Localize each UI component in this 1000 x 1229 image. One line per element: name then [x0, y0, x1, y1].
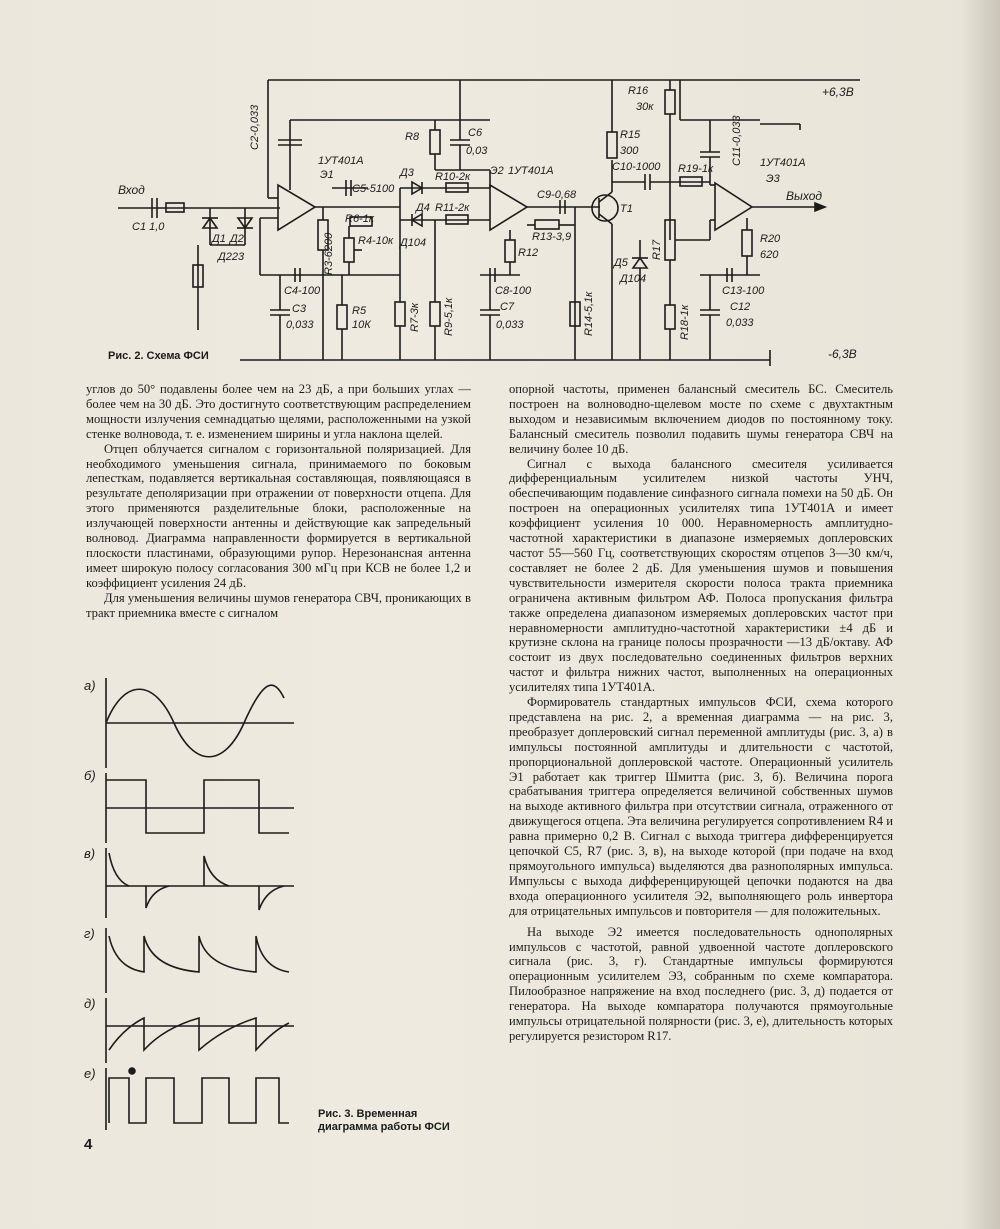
label-e2: Э2: [490, 165, 504, 177]
figure2-caption: Рис. 2. Схема ФСИ: [108, 350, 209, 362]
resistor-r4: [344, 238, 354, 262]
label-d5: Д5: [614, 257, 628, 269]
label-input: Вход: [118, 183, 145, 197]
opamp-e2: [490, 185, 527, 230]
resistor-r13: [535, 220, 559, 229]
label-c7v: 0,033: [496, 319, 524, 331]
label-r20v: 620: [760, 249, 779, 261]
label-r16: R16: [628, 85, 649, 97]
label-r7: R7-3к: [409, 302, 421, 332]
label-r10: R10-2к: [435, 171, 471, 183]
label-c4: С4-100: [284, 285, 321, 297]
label-vminus: -6,3В: [828, 347, 857, 361]
label-output: Выход: [786, 189, 823, 203]
circuit-schematic: [100, 70, 900, 370]
label-c9: С9-0,68: [537, 189, 577, 201]
label-r16v: 30к: [636, 101, 654, 113]
right-column-text: [509, 382, 893, 1044]
label-e1: Э1: [320, 169, 334, 181]
label-c5: С5-5100: [352, 183, 395, 195]
label-e1-type: 1УТ401А: [318, 155, 364, 167]
waveform-d: [109, 936, 289, 972]
waveform-e: [109, 1018, 289, 1050]
figure3-caption: Рис. 3. Временная диаграмма работы ФСИ: [318, 1108, 450, 1133]
label-r18: R18-1к: [679, 304, 691, 340]
label-c7: С7: [500, 301, 515, 313]
paragraph: опорной частоты, применен балансный смеситель БС. Смеситель построен на волноводно-щелевом мосте по схеме с двухтактным выходом и независимым включением диодов по постоянному току. Балансный смеситель позволил подавить шумы генератора СВЧ на величину более 10 дБ.: [509, 382, 893, 456]
label-r14: R14-5,1к: [583, 291, 595, 336]
label-r5: R5: [352, 305, 367, 317]
label-a: а): [84, 678, 96, 693]
label-d: г): [84, 926, 95, 941]
paragraph: Формирователь стандартных импульсов ФСИ, схема которого представлена на рис. 2, а временная диаграмма — на рис. 3, преобразует доплеровский сигнал переменной амплитуды (рис. 3, а) в импульсы постоянной амплитуды и длительности с частотой, пропорциональной доплеровской частоте. Операционный усилитель Э1 работает как триггер Шмитта (рис. 3, б). Величина порога срабатывания триггера определяется величиной собственных шумов на выходе активного фильтра при отсутствии сигнала, отраженного от движущегося отцепа. Эта величина регулируется сопротивлением R4 и равна примерно 0,2 В. Сигнал с выхода триггера дифференцируется цепочкой С5, R7 (рис. 3, в), на выходе которой (при подаче на вход прямоугольного импульса) выделяются два разнополярных импульса. Импульсы с выхода дифференцирующей цепочки подаются на два входа операционного усилителя Э2, выполняющего роль инвертора для отрицательных импульсов и повторителя — для положительных.: [509, 695, 893, 918]
page-fold-shadow: [960, 0, 1000, 1229]
paragraph: Отцеп облучается сигналом с горизонтальной поляризацией. Для необходимого уменьшения сигнала, принимаемого по боковым лепесткам, подавляется вертикальная составляющая, появляющаяся в результате деполяризации при отражении от поверхности отцепа. Для этого применяются разделительные блоки, расположенные на излучающей поверхности антенны и действующие как запредельный волновод. Диаграмма направленности формируется в вертикальной плоскости пластинами, образующими рупор. Нерезонансная антенна имеет широкую полосу согласования 300 мГц при КСВ не более 1,2 и коэффициент усиления 24 дБ.: [86, 441, 471, 590]
label-c2: С2-0,033: [249, 104, 261, 150]
resistor-r18: [665, 305, 675, 329]
resistor-r5: [337, 305, 347, 329]
page-number: 4: [84, 1136, 93, 1153]
label-d104a: Д104: [400, 237, 427, 249]
label-c3: С3: [292, 303, 307, 315]
label-r4: R4-10к: [358, 235, 394, 247]
transistor-t1: [592, 195, 618, 221]
label-r15: R15: [620, 129, 641, 141]
waveform-f: [109, 1078, 289, 1123]
label-c12v: 0,033: [726, 317, 754, 329]
label-r17: R17: [651, 239, 663, 260]
label-d223: Д223: [218, 251, 245, 263]
label-c12: С12: [730, 301, 751, 313]
label-d4: Д4: [416, 202, 430, 214]
label-t1: Т1: [620, 203, 633, 215]
label-e: д): [84, 996, 96, 1011]
label-d3: Д3: [400, 167, 414, 179]
timing-diagram: [84, 668, 314, 1138]
left-column-text: [86, 382, 471, 621]
label-r12: R12: [518, 247, 539, 259]
label-c11: С11-0,033: [731, 115, 743, 166]
label-r9: R9-5,1к: [443, 297, 455, 336]
label-r6: R6-1к: [345, 213, 375, 225]
resistor-r12: [505, 240, 515, 262]
label-c1: С1 1,0: [132, 221, 165, 233]
label-r11: R11-2к: [435, 202, 470, 214]
waveform-a: [106, 685, 284, 757]
label-r19: R19-1к: [678, 163, 714, 175]
waveform-c: [109, 853, 284, 910]
label-c8: С8-100: [495, 285, 532, 297]
label-c10: С10-1000: [612, 161, 661, 173]
resistor-r20: [742, 230, 752, 256]
resistor-r16: [665, 90, 675, 114]
label-d104b: Д104: [620, 273, 647, 285]
label-vplus: +6,3В: [822, 85, 854, 99]
label-d1: Д1: [212, 233, 226, 245]
label-c3v: 0,033: [286, 319, 314, 331]
label-c13: С13-100: [722, 285, 765, 297]
paragraph: углов до 50° подавлены более чем на 23 дБ, а при больших углах — более чем на 30 дБ. Это достигнуто соответствующим распределением мощности излучения семнадцатью щелями, расположенными на узкой стенке волновода, т. е. изменением ширины и угла наклона щелей.: [86, 382, 471, 441]
paragraph: Для уменьшения величины шумов генератора СВЧ, проникающих в тракт приемника вместе с сигналом: [86, 590, 471, 620]
label-r3: R3-6200: [323, 232, 335, 275]
label-e3: Э3: [766, 173, 780, 185]
label-r15v: 300: [620, 145, 639, 157]
label-r13: R13-3,9: [532, 231, 572, 243]
label-e2-type: 1УТ401А: [508, 165, 554, 177]
label-b: б): [84, 768, 96, 783]
label-r8: R8: [405, 131, 420, 143]
resistor-r8: [430, 130, 440, 154]
label-e3-type: 1УТ401А: [760, 157, 806, 169]
paragraph: На выходе Э2 имеется последовательность однополярных импульсов с частотой, равной удвоенной частоте доплеровского сигнала (рис. 3, г). Стандартные импульсы формируются операционным усилителем Э3, собранным по схеме компаратора. Пилообразное напряжение на вход последнего (рис. 3, д) подается от генератора. На выходе компаратора получаются прямоугольные импульсы отрицательной полярности (рис. 3, е), длительность которых регулируется резистором R17.: [509, 924, 893, 1043]
label-r5v: 10К: [352, 319, 371, 331]
label-c6: С6: [468, 127, 483, 139]
waveform-b: [106, 780, 289, 833]
opamp-e1: [278, 185, 315, 230]
label-r20: R20: [760, 233, 781, 245]
paragraph: Сигнал с выхода балансного смесителя усиливается дифференциальным усилителем низкой частоты УНЧ, обеспечивающим подавление синфазного сигнала помехи на 50 дБ. Он построен на операционных усилителях типа 1УТ401А и имеет коэффициент усиления 10 000. Неравномерность амплитудно-частотной характеристики в диапазоне измеряемых доплеровских частот 55—560 Гц, соответствующих скоростям отцепов 3—30 км/ч, составляет не более 2 дБ. Для уменьшения шумов и повышения чувствительности измерителя скорости полоса тракта приемника ограничена активным фильтром АФ. Полоса пропускания фильтра также определена диапазоном измеряемых доплеровских частот при неравномерности амплитудно-частотной характеристики ±4 дБ и крутизне склона на границе полосы прозрачности —13 дБ/октаву. АФ состоит из двух последовательно соединенных фильтров верхних частот и фильтра нижних частот, выполненных на операционных усилителях типа 1УТ401А.: [509, 456, 893, 695]
label-c: в): [84, 846, 96, 861]
resistor-r9: [430, 302, 440, 326]
diode-d5: [633, 258, 647, 268]
label-c6v: 0,03: [466, 145, 488, 157]
resistor-r7: [395, 302, 405, 326]
resistor-r15: [607, 132, 617, 158]
label-d2: Д2: [230, 233, 244, 245]
label-f: е): [84, 1066, 96, 1081]
